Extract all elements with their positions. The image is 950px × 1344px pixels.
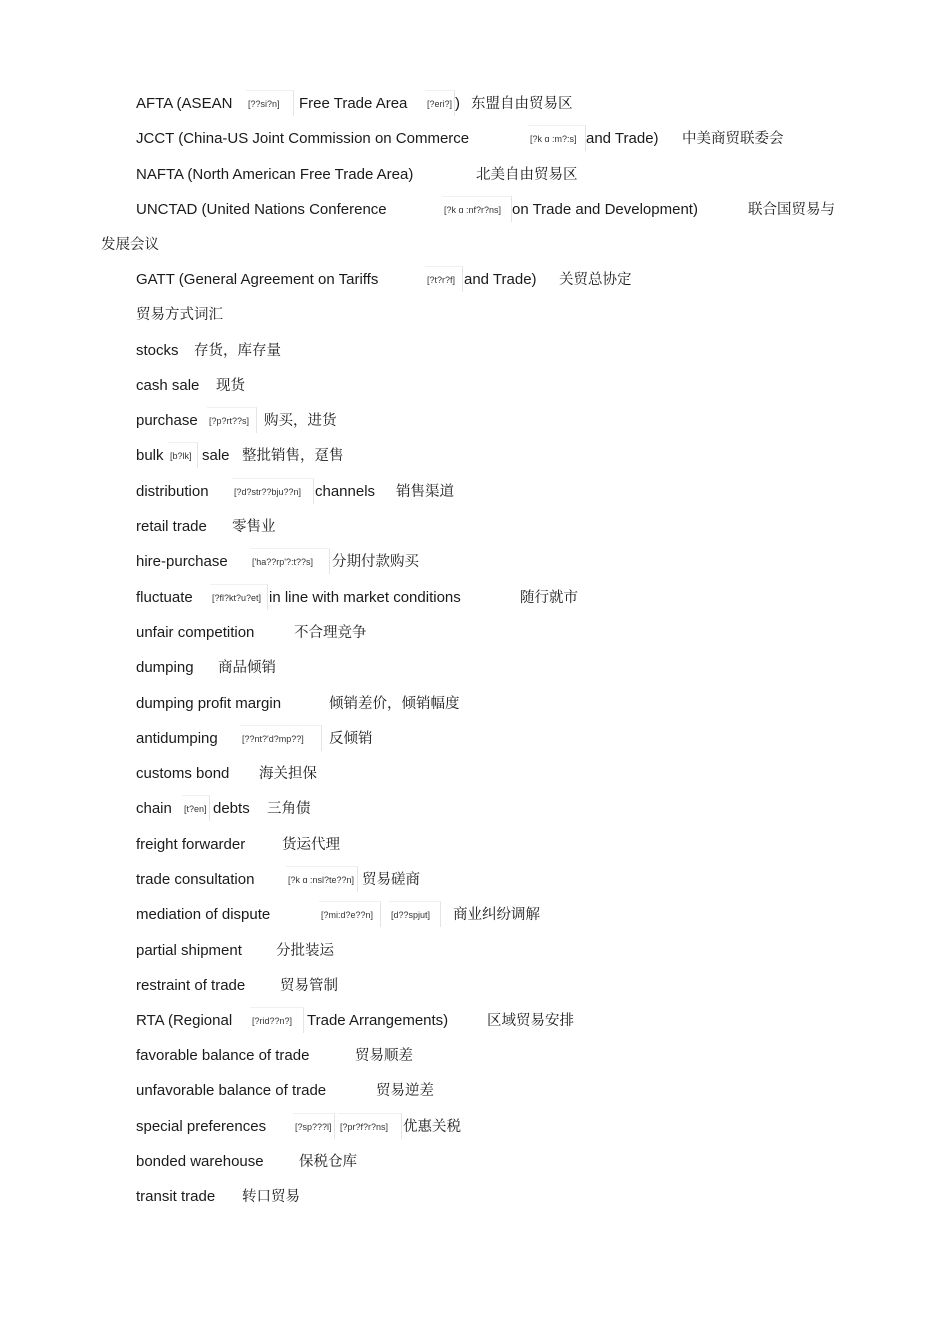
english-term: transit trade (136, 1188, 216, 1205)
phonetic-text: [?eri?] (425, 90, 455, 116)
english-term: fluctuate (136, 589, 193, 606)
chinese-term: 贸易管制 (280, 978, 338, 994)
chinese-term: 分批装运 (276, 943, 334, 959)
chinese-term: 东盟自由贸易区 (471, 96, 573, 112)
chinese-term: 北美自由贸易区 (476, 167, 578, 183)
english-term: in line with market conditions (269, 589, 461, 606)
chinese-term: 转口贸易 (242, 1189, 300, 1205)
chinese-term: 随行就市 (520, 590, 578, 606)
english-term: and Trade) (586, 130, 659, 147)
english-term: UNCTAD (United Nations Conference (136, 201, 387, 218)
phonetic-text: [?sp???l] (293, 1113, 335, 1139)
english-term: dumping (136, 659, 194, 676)
chinese-term: 中美商贸联委会 (682, 131, 784, 147)
english-term: restraint of trade (136, 977, 246, 994)
english-term: freight forwarder (136, 836, 246, 853)
phonetic-text: [?d?str??bju??n] (232, 478, 314, 504)
english-term: customs bond (136, 765, 230, 782)
english-term: and Trade) (464, 271, 537, 288)
phonetic-text: [d??spjut] (389, 901, 441, 927)
chinese-term: 商业纠纷调解 (453, 907, 540, 923)
english-term: on Trade and Development) (512, 201, 698, 218)
phonetic-text: [?t?r?f] (425, 266, 463, 292)
english-term: special preferences (136, 1118, 267, 1135)
english-term: partial shipment (136, 942, 242, 959)
phonetic-text: [?k ɑ :nsl?te??n] (286, 866, 358, 892)
english-term: ) (455, 95, 460, 112)
english-term: NAFTA (North American Free Trade Area) (136, 166, 414, 183)
phonetic-text: [?rid??n?] (250, 1007, 304, 1033)
english-term: antidumping (136, 730, 218, 747)
chinese-term: 零售业 (232, 519, 276, 535)
phonetic-text: ['ha??rp'?:t??s] (250, 548, 330, 574)
english-term: sale (202, 447, 230, 464)
english-term: Free Trade Area (299, 95, 408, 112)
phonetic-text: [?fl?kt?u?et] (210, 584, 268, 610)
chinese-term: 现货 (216, 378, 245, 394)
english-term: distribution (136, 483, 209, 500)
english-term: favorable balance of trade (136, 1047, 310, 1064)
chinese-term: 整批销售，趸售 (242, 448, 344, 464)
english-term: GATT (General Agreement on Tariffs (136, 271, 379, 288)
english-term: purchase (136, 412, 198, 429)
phonetic-text: [b?lk] (168, 442, 198, 468)
english-term: unfair competition (136, 624, 255, 641)
chinese-term: 保税仓库 (299, 1154, 357, 1170)
english-term: chain (136, 800, 172, 817)
english-term: cash sale (136, 377, 200, 394)
english-term: RTA (Regional (136, 1012, 233, 1029)
chinese-term: 分期付款购买 (332, 554, 419, 570)
chinese-term: 联合国贸易与 (748, 202, 835, 218)
chinese-term: 倾销差价，倾销幅度 (329, 696, 460, 712)
chinese-term: 存货，库存量 (194, 343, 281, 359)
english-term: trade consultation (136, 871, 255, 888)
chinese-term: 购买，进货 (264, 413, 337, 429)
english-term: bonded warehouse (136, 1153, 264, 1170)
chinese-term: 销售渠道 (396, 484, 454, 500)
english-term: JCCT (China-US Joint Commission on Commerce (136, 130, 470, 147)
chinese-term: 贸易方式词汇 (136, 307, 223, 323)
english-term: AFTA (ASEAN (136, 95, 233, 112)
chinese-term: 海关担保 (259, 766, 317, 782)
english-term: Trade Arrangements) (307, 1012, 449, 1029)
chinese-term: 三角债 (267, 801, 311, 817)
chinese-term: 关贸总协定 (559, 272, 632, 288)
english-term: bulk (136, 447, 164, 464)
chinese-term: 反倾销 (329, 731, 373, 747)
english-term: dumping profit margin (136, 695, 282, 712)
phonetic-text: [t?en] (182, 795, 210, 821)
chinese-term: 优惠关税 (403, 1119, 461, 1135)
phonetic-text: [??nt?'d?mp??] (240, 725, 322, 751)
phonetic-text: [?p?rt??s] (207, 407, 257, 433)
english-term: mediation of dispute (136, 906, 271, 923)
phonetic-text: [??si?n] (246, 90, 294, 116)
chinese-term: 发展会议 (101, 237, 159, 253)
chinese-term: 区域贸易安排 (487, 1013, 574, 1029)
phonetic-text: [?pr?f?r?ns] (338, 1113, 402, 1139)
chinese-term: 贸易顺差 (355, 1048, 413, 1064)
english-term: hire-purchase (136, 553, 228, 570)
english-term: debts (213, 800, 250, 817)
english-term: stocks (136, 342, 179, 359)
phonetic-text: [?mi:d?e??n] (319, 901, 381, 927)
english-term: channels (315, 483, 376, 500)
english-term: unfavorable balance of trade (136, 1082, 327, 1099)
english-term: retail trade (136, 518, 207, 535)
phonetic-text: [?k ɑ :nf?r?ns] (442, 196, 512, 222)
chinese-term: 不合理竞争 (294, 625, 367, 641)
chinese-term: 贸易逆差 (376, 1083, 434, 1099)
chinese-term: 贸易磋商 (362, 872, 420, 888)
chinese-term: 货运代理 (282, 837, 340, 853)
chinese-term: 商品倾销 (218, 660, 276, 676)
phonetic-text: [?k ɑ :m?:s] (528, 125, 586, 151)
